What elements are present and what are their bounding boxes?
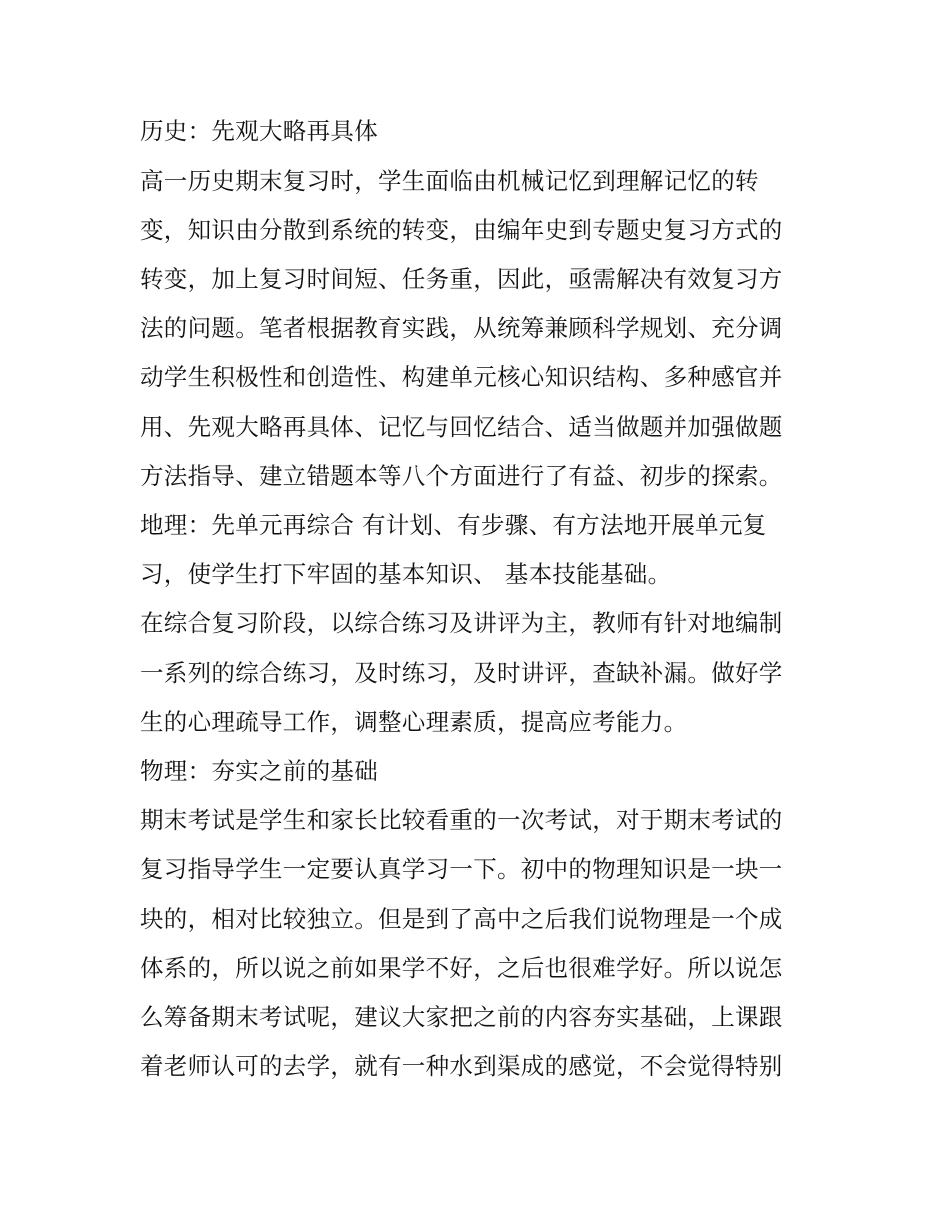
geography-paragraph-line-1: 在综合复习阶段，以综合练习及讲评为主，教师有针对地编制 [140, 609, 783, 637]
history-heading: 历史：先观大略再具体 [140, 117, 378, 145]
physics-paragraph-line-5: 么筹备期末考试呢，建议大家把之前的内容夯实基础，上课跟 [140, 1003, 783, 1031]
physics-paragraph-line-2: 复习指导学生一定要认真学习一下。初中的物理知识是一块一 [140, 855, 783, 883]
history-paragraph-line-1: 高一历史期末复习时，学生面临由机械记忆到理解记忆的转 [140, 167, 759, 195]
geography-paragraph-line-3: 生的心理疏导工作，调整心理素质，提高应考能力。 [140, 708, 688, 736]
geography-heading-line-1: 地理：先单元再综合 有计划、有步骤、有方法地开展单元复 [140, 511, 767, 539]
history-paragraph-line-4: 法的问题。笔者根据教育实践，从统筹兼顾科学规划、充分调 [140, 314, 783, 342]
geography-heading-line-2: 习，使学生打下牢固的基本知识、 基本技能基础。 [140, 560, 672, 588]
history-paragraph-line-5: 动学生积极性和创造性、构建单元核心知识结构、多种感官并 [140, 363, 783, 391]
geography-paragraph-line-2: 一系列的综合练习，及时练习，及时讲评，查缺补漏。做好学 [140, 659, 783, 687]
physics-paragraph-line-1: 期末考试是学生和家长比较看重的一次考试，对于期末考试的 [140, 806, 783, 834]
history-paragraph-line-7: 方法指导、建立错题本等八个方面进行了有益、初步的探索。 [140, 462, 783, 490]
physics-paragraph-line-3: 块的，相对比较独立。但是到了高中之后我们说物理是一个成 [140, 905, 783, 933]
physics-paragraph-line-6: 着老师认可的去学，就有一种水到渠成的感觉，不会觉得特别 [140, 1052, 783, 1080]
physics-paragraph-line-4: 体系的，所以说之前如果学不好，之后也很难学好。所以说怎 [140, 954, 783, 982]
history-paragraph-line-3: 转变，加上复习时间短、任务重，因此，亟需解决有效复习方 [140, 265, 783, 293]
physics-heading: 物理：夯实之前的基础 [140, 757, 378, 785]
history-paragraph-line-2: 变，知识由分散到系统的转变，由编年史到专题史复习方式的 [140, 216, 783, 244]
history-paragraph-line-6: 用、先观大略再具体、记忆与回忆结合、适当做题并加强做题 [140, 413, 783, 441]
